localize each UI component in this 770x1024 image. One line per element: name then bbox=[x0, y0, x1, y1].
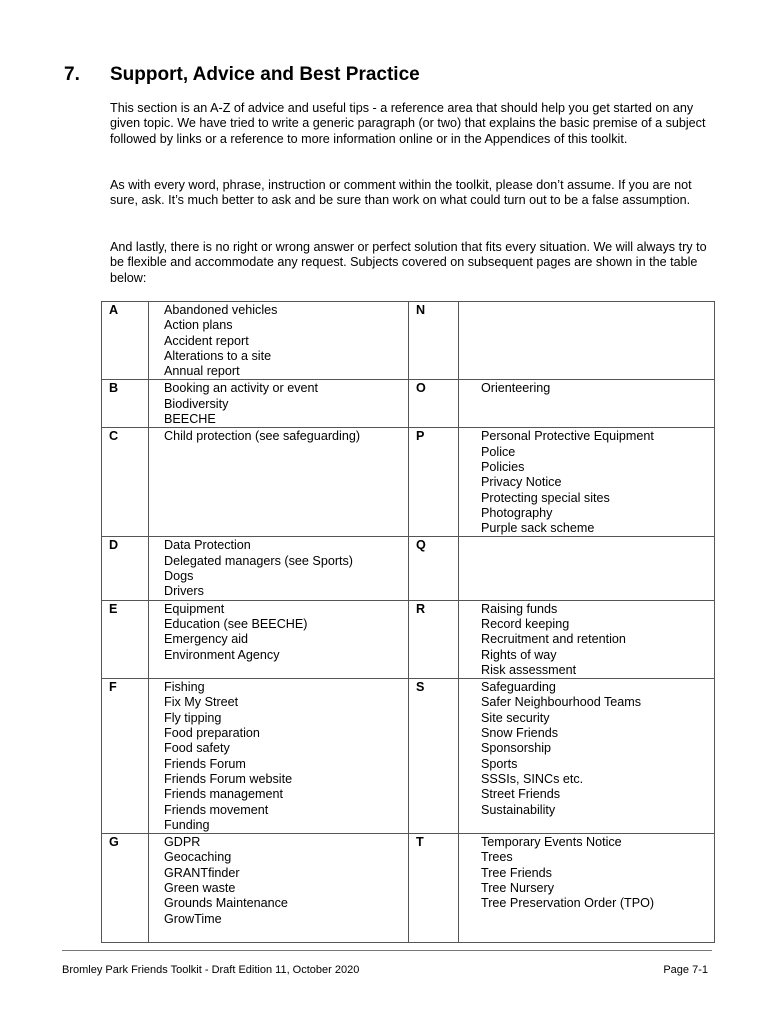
topic-item: Friends management bbox=[164, 787, 284, 802]
topic-item bbox=[164, 927, 408, 942]
topic-item: GrowTime bbox=[164, 911, 222, 926]
topic-item: Fly tipping bbox=[164, 710, 222, 725]
topic-item: Friends Forum bbox=[164, 756, 246, 771]
topic-item: Raising funds bbox=[481, 601, 558, 616]
topic-list bbox=[459, 380, 715, 428]
section-number: 7. bbox=[64, 64, 80, 85]
table-row bbox=[102, 834, 715, 943]
topic-item: Protecting special sites bbox=[481, 490, 610, 505]
topic-item: Orienteering bbox=[481, 381, 551, 396]
a-z-topics-table bbox=[101, 301, 715, 943]
topic-item: Alterations to a site bbox=[164, 348, 272, 363]
topic-item: Geocaching bbox=[164, 850, 232, 865]
topic-item: Safeguarding bbox=[481, 680, 556, 695]
topic-letter: N bbox=[409, 302, 459, 380]
topic-item: Dogs bbox=[164, 569, 194, 584]
topic-item: Environment Agency bbox=[164, 647, 280, 662]
topic-item: Annual report bbox=[164, 364, 240, 379]
topic-list bbox=[149, 537, 409, 600]
topic-list bbox=[149, 600, 409, 678]
topic-item: Safer Neighbourhood Teams bbox=[481, 695, 642, 710]
topic-letter: B bbox=[102, 380, 149, 428]
topic-item: Delegated managers (see Sports) bbox=[164, 553, 354, 568]
topic-item: Booking an activity or event bbox=[164, 381, 319, 396]
topic-item: Tree Friends bbox=[481, 865, 552, 880]
topic-list bbox=[149, 679, 409, 834]
topic-list bbox=[459, 428, 715, 537]
topic-letter: E bbox=[102, 600, 149, 678]
topic-item: GDPR bbox=[164, 835, 201, 850]
topic-list bbox=[149, 834, 409, 943]
topic-item: Trees bbox=[481, 850, 513, 865]
section-title: Support, Advice and Best Practice bbox=[110, 64, 420, 85]
footer-document-title: Bromley Park Friends Toolkit - Draft Edition 11, October 2020 bbox=[62, 964, 360, 976]
topic-letter: A bbox=[102, 302, 149, 380]
topic-item: Fix My Street bbox=[164, 695, 239, 710]
topic-letter: S bbox=[409, 679, 459, 834]
topic-list bbox=[149, 428, 409, 537]
topic-list bbox=[459, 302, 715, 380]
topic-item: Temporary Events Notice bbox=[481, 835, 622, 850]
topic-item: Photography bbox=[481, 505, 553, 520]
closing-paragraph: And lastly, there is no right or wrong answer or perfect solution that fits every situation. We will always try to be flexible and accommodate any request. Subjects covered on subsequent pages are shown in the table below: bbox=[110, 240, 707, 285]
topic-item: Child protection (see safeguarding) bbox=[164, 429, 361, 444]
topic-item: Risk assessment bbox=[481, 662, 577, 677]
topic-letter: G bbox=[102, 834, 149, 943]
topic-item: Biodiversity bbox=[164, 396, 229, 411]
topic-item: Site security bbox=[481, 710, 550, 725]
topic-item: Policies bbox=[481, 459, 525, 474]
topic-item: Accident report bbox=[164, 333, 249, 348]
assumption-paragraph: As with every word, phrase, instruction or comment within the toolkit, please don’t assume. If you are not sure, ask. It’s much better to ask and be sure than work on what could turn out to be a false assumption. bbox=[110, 178, 692, 208]
topic-item: Snow Friends bbox=[481, 726, 558, 741]
topic-item: Fishing bbox=[164, 680, 205, 695]
topic-list bbox=[149, 302, 409, 380]
topic-item: Grounds Maintenance bbox=[164, 896, 288, 911]
footer-page-number: Page 7-1 bbox=[663, 964, 708, 976]
topic-item: Abandoned vehicles bbox=[164, 303, 278, 317]
topic-item: Purple sack scheme bbox=[481, 521, 595, 536]
topic-item: Tree Nursery bbox=[481, 880, 555, 895]
topic-item: Action plans bbox=[164, 318, 233, 333]
topic-item: SSSIs, SINCs etc. bbox=[481, 771, 584, 786]
topic-item: BEECHE bbox=[164, 412, 216, 427]
topic-letter: O bbox=[409, 380, 459, 428]
topic-item: Emergency aid bbox=[164, 632, 248, 647]
topic-item: Privacy Notice bbox=[481, 475, 562, 490]
topic-item: Street Friends bbox=[481, 787, 561, 802]
topic-item: Green waste bbox=[164, 880, 236, 895]
topic-item: Police bbox=[481, 444, 516, 459]
topic-item: Friends movement bbox=[164, 802, 269, 817]
topic-item: Personal Protective Equipment bbox=[481, 429, 654, 444]
topic-item: Education (see BEECHE) bbox=[164, 616, 308, 631]
topic-letter: Q bbox=[409, 537, 459, 600]
topic-item: Recruitment and retention bbox=[481, 632, 626, 647]
topic-list bbox=[459, 834, 715, 943]
topic-item: Sustainability bbox=[481, 802, 556, 817]
table-row bbox=[102, 428, 715, 537]
topic-item: GRANTfinder bbox=[164, 865, 240, 880]
topic-item: Equipment bbox=[164, 601, 225, 616]
topic-letter: P bbox=[409, 428, 459, 537]
table-row bbox=[102, 380, 715, 428]
topic-letter: D bbox=[102, 537, 149, 600]
topic-item: Food safety bbox=[164, 741, 230, 756]
topic-item: Drivers bbox=[164, 584, 204, 599]
topic-item: Rights of way bbox=[481, 647, 557, 662]
table-row bbox=[102, 600, 715, 678]
table-row bbox=[102, 302, 715, 380]
topic-letter: F bbox=[102, 679, 149, 834]
topic-list bbox=[459, 537, 715, 600]
footer-divider bbox=[62, 950, 712, 951]
table-row bbox=[102, 537, 715, 600]
topic-list bbox=[459, 600, 715, 678]
topic-item: Data Protection bbox=[164, 538, 251, 553]
topic-letter: T bbox=[409, 834, 459, 943]
topic-letter: C bbox=[102, 428, 149, 537]
intro-paragraph: This section is an A-Z of advice and useful tips - a reference area that should help you get started on any given topic. We have tried to write a generic paragraph (or two) that explains the basic premise of a subject followed by links or a reference to more information online or in the Appendices of this toolkit. bbox=[110, 101, 706, 146]
topic-item: Sports bbox=[481, 756, 518, 771]
table-row bbox=[102, 679, 715, 834]
topic-item: Tree Preservation Order (TPO) bbox=[481, 896, 655, 911]
topic-list bbox=[149, 380, 409, 428]
topic-item: Friends Forum website bbox=[164, 771, 293, 786]
topic-item: Food preparation bbox=[164, 726, 260, 741]
topic-item: Funding bbox=[164, 817, 210, 832]
topic-list bbox=[459, 679, 715, 834]
topic-item: Sponsorship bbox=[481, 741, 552, 756]
topic-letter: R bbox=[409, 600, 459, 678]
topic-item: Record keeping bbox=[481, 616, 570, 631]
